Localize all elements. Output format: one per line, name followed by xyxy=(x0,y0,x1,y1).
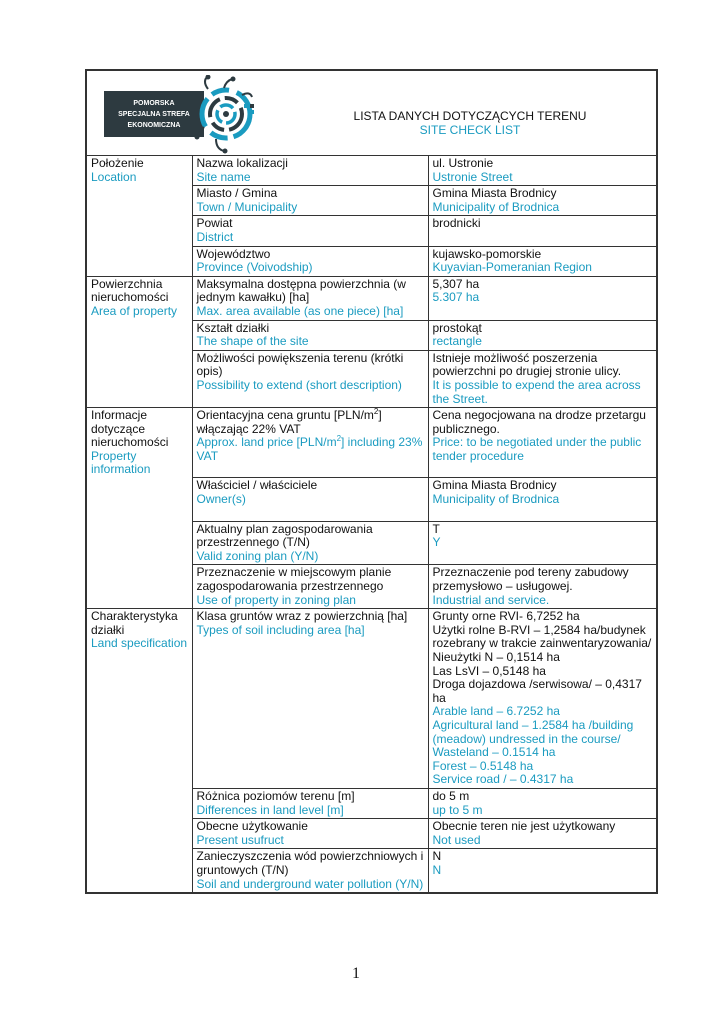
answer-cell: T Y xyxy=(428,521,657,565)
answer-cell: ul. Ustronie Ustronie Street xyxy=(428,156,657,186)
question-cell: Różnica poziomów terenu [m] Differences in land level [m] xyxy=(192,788,428,818)
table-row xyxy=(86,156,657,186)
answer-cell: Istnieje możliwość poszerzenia powierzchni po drugiej stronie ulicy. It is possible to expend the area across the Street. xyxy=(428,350,657,407)
section-label-area: Powierzchnia nieruchomości Area of property xyxy=(86,276,192,407)
answer-cell: Gmina Miasta Brodnicy Municipality of Brodnica xyxy=(428,186,657,216)
section-label-property: Informacje dotyczące nieruchomości Property information xyxy=(86,408,192,609)
question-cell: Obecne użytkowanie Present usufruct xyxy=(192,819,428,849)
question-cell: Kształt działki The shape of the site xyxy=(192,320,428,350)
answer-cell: prostokąt rectangle xyxy=(428,320,657,350)
section-label-land: Charakterystyka działki Land specification xyxy=(86,609,192,893)
question-cell: Orientacyjna cena gruntu $[PLN/m^2]$ włączając 22% VAT Approx. land price $[PLN/m^2]$ including 23% VAT xyxy=(192,408,428,478)
question-cell: Możliwości powiększenia terenu (krótki opis) Possibility to extend (short description) xyxy=(192,350,428,407)
answer-cell: Obecnie teren nie jest użytkowany Not used xyxy=(428,819,657,849)
table-row xyxy=(86,408,657,478)
title-pl: LISTA DANYCH DOTYCZĄCYCH TERENU xyxy=(353,109,587,123)
answer-cell: 5,307 ha 5.307 ha xyxy=(428,276,657,320)
logo-line-2: SPECJALNA STREFA xyxy=(118,111,190,118)
fingerprint-icon xyxy=(195,75,255,154)
answer-cell: Cena negocjowana na drodze przetargu publicznego. Price: to be negotiated under the public tender procedure xyxy=(428,408,657,478)
question-cell: Województwo Province (Voivodship) xyxy=(192,246,428,276)
section-label-location: Położenie Location xyxy=(86,156,192,277)
table-row xyxy=(86,609,657,789)
page-number: 1 xyxy=(352,965,360,982)
table-row xyxy=(86,276,657,320)
header-row xyxy=(86,70,657,156)
answer-cell: do 5 m up to 5 m xyxy=(428,788,657,818)
answer-cell: Przeznaczenie pod tereny zabudowy przemysłowo – usługowej. Industrial and service. xyxy=(428,565,657,609)
psse-logo xyxy=(104,75,259,159)
answer-cell: Grunty orne RVI- 6,7252 ha Użytki rolne B-RVI – 1,2584 ha/budynek rozebrany w trakcie zainwentaryzowania/ Nieużytki N – 0,1514 ha Las LsVI – 0,5148 ha Droga dojazdowa /serwisowa/ – 0,4317 ha Arable land – 6.7252 ha Agricultural land – 1.2584 ha /building (meadow) undressed in the course/ Wasteland – 0.1514 ha Forest – 0.5148 ha Service road / – 0.4317 ha xyxy=(428,609,657,789)
answer-cell: Gmina Miasta Brodnicy Municipality of Brodnica xyxy=(428,478,657,521)
question-cell: Powiat District xyxy=(192,216,428,246)
question-cell: Aktualny plan zagospodarowania przestrzennego (T/N) Valid zoning plan (Y/N) xyxy=(192,521,428,565)
question-cell: Miasto / Gmina Town / Municipality xyxy=(192,186,428,216)
answer-cell: N N xyxy=(428,849,657,893)
question-cell: Zanieczyszczenia wód powierzchniowych i gruntowych (T/N) Soil and underground water pollution (Y/N) xyxy=(192,849,428,893)
title-en: SITE CHECK LIST xyxy=(419,123,521,137)
answer-cell: kujawsko-pomorskie Kuyavian-Pomeranian Region xyxy=(428,246,657,276)
question-cell: Przeznaczenie w miejscowym planie zagospodarowania przestrzennego Use of property in zoning plan xyxy=(192,565,428,609)
header-cell xyxy=(86,70,657,156)
question-cell: Nazwa lokalizacji Site name xyxy=(192,156,428,186)
site-check-list xyxy=(85,69,656,894)
logo-line-3: EKONOMICZNA xyxy=(127,122,181,129)
title-block xyxy=(330,109,610,137)
question-cell: Maksymalna dostępna powierzchnia (w jednym kawałku) [ha] Max. area available (as one piece) [ha] xyxy=(192,276,428,320)
answer-cell: brodnicki xyxy=(428,216,657,246)
site-check-table xyxy=(85,69,658,894)
question-cell: Właściciel / właściciele Owner(s) xyxy=(192,478,428,521)
question-cell: Klasa gruntów wraz z powierzchnią [ha] Types of soil including area [ha] xyxy=(192,609,428,789)
logo-line-1: POMORSKA xyxy=(133,100,175,107)
